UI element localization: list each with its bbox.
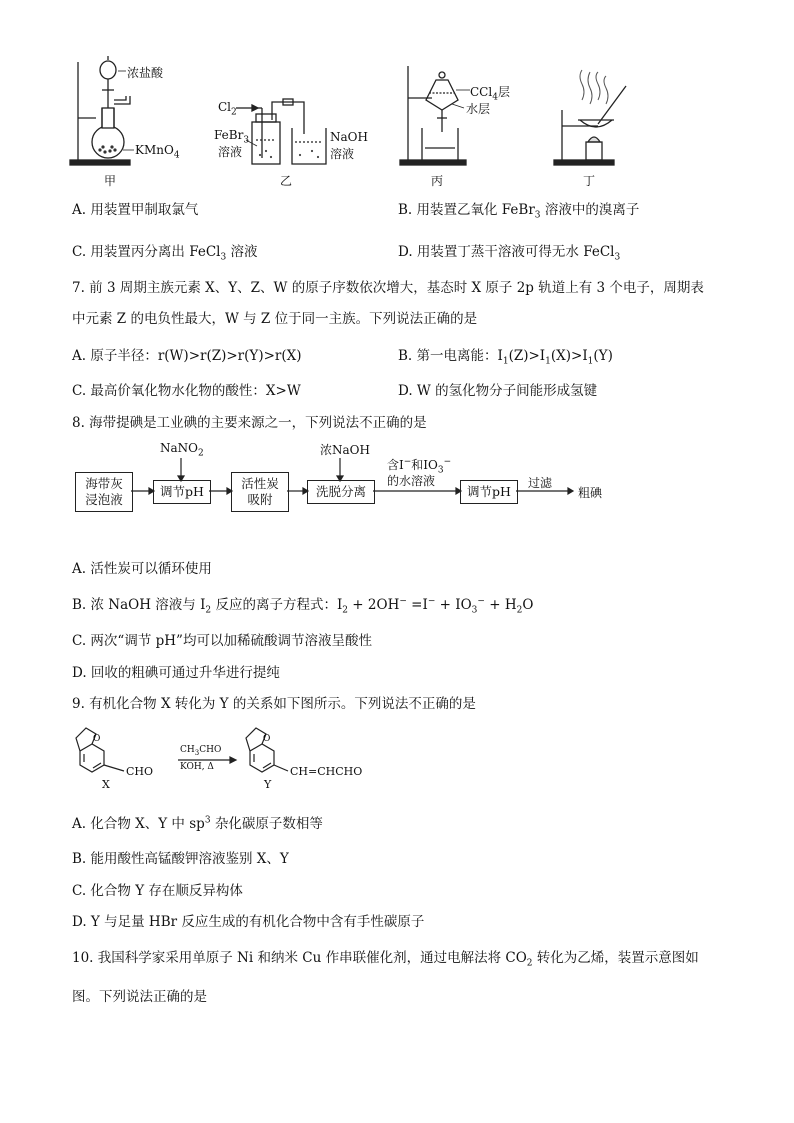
q7-stem-line1: 7. 前 3 周期主族元素 X、Y、Z、W 的原子序数依次增大，基态时 X 原子 2p 轨道上有 3 个电子，周期表: [72, 280, 704, 296]
flow-filter-label: 过滤: [528, 476, 553, 490]
q7-option-d[interactable]: D. W 的氢化物分子间能形成氢键: [398, 383, 598, 399]
label-ccl4-layer: CCl$_4$层: [470, 85, 510, 103]
q9-option-a[interactable]: A. 化合物 X、Y 中 $sp^3$ 杂化碳原子数相等: [72, 815, 323, 832]
reagent-ch3cho: $CH_3CHO$: [180, 745, 222, 757]
label-water-layer: 水层: [466, 102, 491, 116]
q7-option-c[interactable]: C. 最高价氧化物水化物的酸性：X>W: [72, 383, 301, 399]
x-substituent-cho: CHO: [126, 765, 154, 778]
reagent-koh: KOH, Δ: [180, 762, 214, 772]
caption-yi: 乙: [280, 174, 293, 188]
label-cl2: $Cl_2$: [218, 100, 237, 118]
flow-box-adjust-ph-2: 调节pH: [460, 480, 518, 504]
label-kmno4: KMnO$_4$: [135, 143, 180, 161]
q9-option-d[interactable]: D. Y 与足量 HBr 反应生成的有机化合物中含有手性碳原子: [72, 914, 425, 930]
label-febr3: FeBr$_3$: [214, 128, 250, 146]
label-conc-hcl: 浓盐酸: [127, 66, 164, 80]
svg-text:O: O: [263, 734, 271, 744]
q9-stem: 9. 有机化合物 X 转化为 Y 的关系如下图所示。下列说法不正确的是: [72, 696, 476, 712]
q6-option-a[interactable]: A. 用装置甲制取氯气: [72, 202, 199, 218]
svg-text:O: O: [93, 734, 101, 744]
q7-stem-line2: 中元素 Z 的电负性最大，W 与 Z 位于同一主族。下列说法正确的是: [72, 311, 478, 327]
label-compound-y: Y: [264, 778, 272, 791]
flow-box-elution: 洗脱分离: [307, 480, 375, 504]
caption-jia: 甲: [104, 174, 117, 188]
q8-option-a[interactable]: A. 活性炭可以循环使用: [72, 561, 212, 577]
q9-option-b[interactable]: B. 能用酸性高锰酸钾溶液鉴别 X、Y: [72, 851, 289, 867]
flow-product-crude-iodine: 粗碘: [578, 486, 603, 500]
caption-bing: 丙: [431, 174, 444, 188]
q7-option-b[interactable]: B. 第一电离能：$I_1(Z)>I_1(X)>I_1(Y)$: [398, 348, 613, 367]
label-febr3-solution: 溶液: [218, 145, 243, 159]
q6-option-b[interactable]: B. 用装置乙氧化 FeBr$_3$ 溶液中的溴离子: [398, 202, 640, 221]
flow-arrow-label-solution: 的水溶液: [387, 474, 436, 488]
q8-option-d[interactable]: D. 回收的粗碘可通过升华进行提纯: [72, 665, 280, 681]
caption-ding: 丁: [583, 174, 596, 188]
q9-option-c[interactable]: C. 化合物 Y 存在顺反异构体: [72, 883, 243, 899]
q8-stem: 8. 海带提碘是工业碘的主要来源之一，下列说法不正确的是: [72, 415, 427, 431]
flow-box-seaweed-ash: 海带灰 浸泡液: [75, 472, 133, 512]
q10-stem-line1: 10. 我国科学家采用单原子 Ni 和纳米 Cu 作串联催化剂，通过电解法将 $CO_2$ 转化为乙烯，装置示意图如: [72, 950, 699, 969]
q7-option-a[interactable]: A. 原子半径：r(W)>r(Z)>r(Y)>r(X): [72, 348, 302, 364]
flow-reagent-nano2: NaNO$_2$: [160, 441, 204, 459]
label-compound-x: X: [102, 778, 110, 791]
q8-option-b[interactable]: B. 浓 NaOH 溶液与 $I_2$ 反应的离子方程式：$I_2 + 2OH^- =I^- + IO_3^- + H_2O$: [72, 596, 534, 616]
y-substituent-chchcho: CH=CHCHO: [290, 765, 363, 778]
flow-box-activated-carbon: 活性炭 吸附: [231, 472, 289, 512]
label-naoh: NaOH: [330, 130, 368, 144]
flow-box-adjust-ph-1: 调节pH: [153, 480, 211, 504]
q10-stem-line2: 图。下列说法正确的是: [72, 989, 207, 1005]
label-naoh-solution: 溶液: [330, 147, 355, 161]
q6-option-d[interactable]: D. 用装置丁蒸干溶液可得无水 FeCl$_3$: [398, 244, 621, 263]
q6-option-c[interactable]: C. 用装置丙分离出 FeCl$_3$ 溶液: [72, 244, 258, 263]
flow-reagent-naoh: 浓NaOH: [320, 443, 370, 457]
flow-arrow-label-ions: 含I−和$IO_3^-$: [387, 457, 452, 476]
q8-option-c[interactable]: C. 两次“调节 pH”均可以加稀硫酸调节溶液呈酸性: [72, 633, 372, 649]
